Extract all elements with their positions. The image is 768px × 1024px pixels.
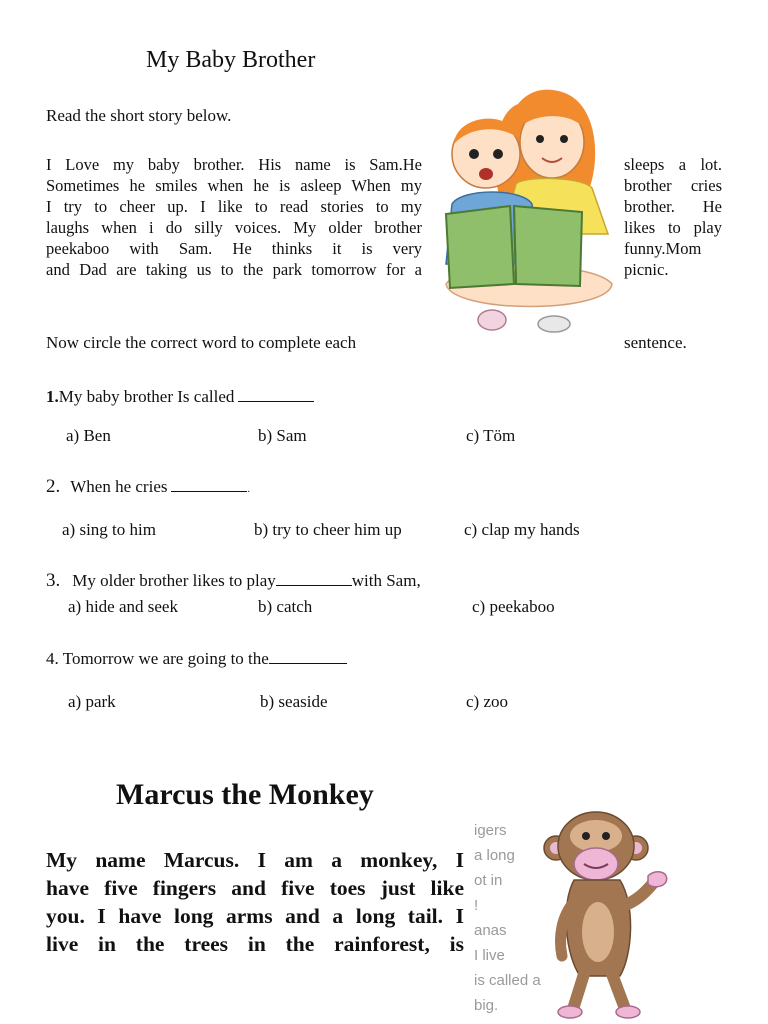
question-text: My baby brother Is called [58, 387, 235, 406]
option-3c: c) peekaboo [472, 597, 555, 616]
faded-fragment: I live [474, 947, 505, 964]
question-number: 1. [46, 387, 59, 406]
faded-fragment: is called a [474, 972, 541, 989]
instruction-text-end: sentence. [624, 333, 687, 352]
story-line: peekaboo with Sam. He thinks it is very [46, 239, 422, 258]
story2-line: have five fingers and five toes just like [46, 876, 464, 900]
instruction-text: Now circle the correct word to complete each [46, 333, 357, 352]
story-text-left [46, 154, 422, 280]
story2-line: live in the trees in the rainforest, is [46, 932, 464, 956]
story-line: likes to play [624, 218, 722, 237]
question-number: 2. [46, 476, 61, 497]
option-2b: b) try to cheer him up [254, 520, 402, 539]
story2-line: you. I have long arms and a long tail. I [46, 904, 464, 928]
faded-fragment: a long [474, 847, 515, 864]
faded-fragment: big. [474, 997, 499, 1014]
faded-fragment: igers [474, 822, 507, 839]
story-text-right [624, 154, 722, 280]
story2-title: Marcus the Monkey [116, 778, 374, 811]
question-2 [46, 476, 250, 498]
story-line: laughs when i do silly voices. My older brother [46, 218, 422, 237]
faded-fragment: anas [474, 922, 507, 939]
question-3 [46, 570, 421, 592]
option-2a: a) sing to him [62, 520, 156, 539]
story-line: I Love my baby brother. His name is Sam.He [46, 155, 422, 174]
answer-blank [171, 490, 247, 492]
option-4b: b) seaside [260, 692, 328, 711]
question-text-after: . [247, 484, 250, 495]
option-4a: a) park [68, 692, 116, 711]
faded-fragment: ot in [474, 872, 503, 889]
question-1 [46, 387, 314, 407]
story-line: Sometimes he smiles when he is asleep When my [46, 176, 422, 195]
answer-blank [276, 584, 352, 586]
story-line: funny.Mom [624, 239, 702, 258]
story2-line: My name Marcus. I am a monkey, I [46, 848, 464, 872]
question-text: My older brother likes to play [72, 571, 276, 590]
story-line: and Dad are taking us to the park tomorrow for a [46, 260, 422, 279]
question-4 [46, 649, 347, 669]
option-1c: c) Töm [466, 426, 516, 445]
question-text: Tomorrow we are going to the [62, 649, 269, 668]
story2-text [46, 846, 464, 958]
answer-blank [238, 400, 314, 402]
option-2c: c) clap my hands [464, 520, 580, 539]
story-line: picnic. [624, 260, 669, 279]
option-1b: b) Sam [258, 426, 307, 445]
story-line: sleeps a lot. [624, 155, 722, 174]
question-text: When he cries [70, 477, 168, 496]
question-number: 4. [46, 649, 59, 668]
question-number: 3. [46, 570, 61, 591]
children-reading-illustration [432, 84, 618, 338]
faded-fragment: ! [474, 897, 479, 914]
option-1a: a) Ben [66, 426, 111, 445]
question-text-after: with Sam, [351, 571, 421, 590]
option-3b: b) catch [258, 597, 313, 616]
intro-text: Read the short story below. [46, 106, 232, 125]
story-title: My Baby Brother [146, 47, 316, 73]
story-line: brother cries [624, 176, 722, 195]
option-4c: c) zoo [466, 692, 509, 711]
story-line: I try to cheer up. I like to read stories to my [46, 197, 422, 216]
answer-blank [269, 662, 347, 664]
story-line: brother. He [624, 197, 722, 216]
monkey-illustration [540, 806, 680, 1022]
option-3a: a) hide and seek [68, 597, 178, 616]
